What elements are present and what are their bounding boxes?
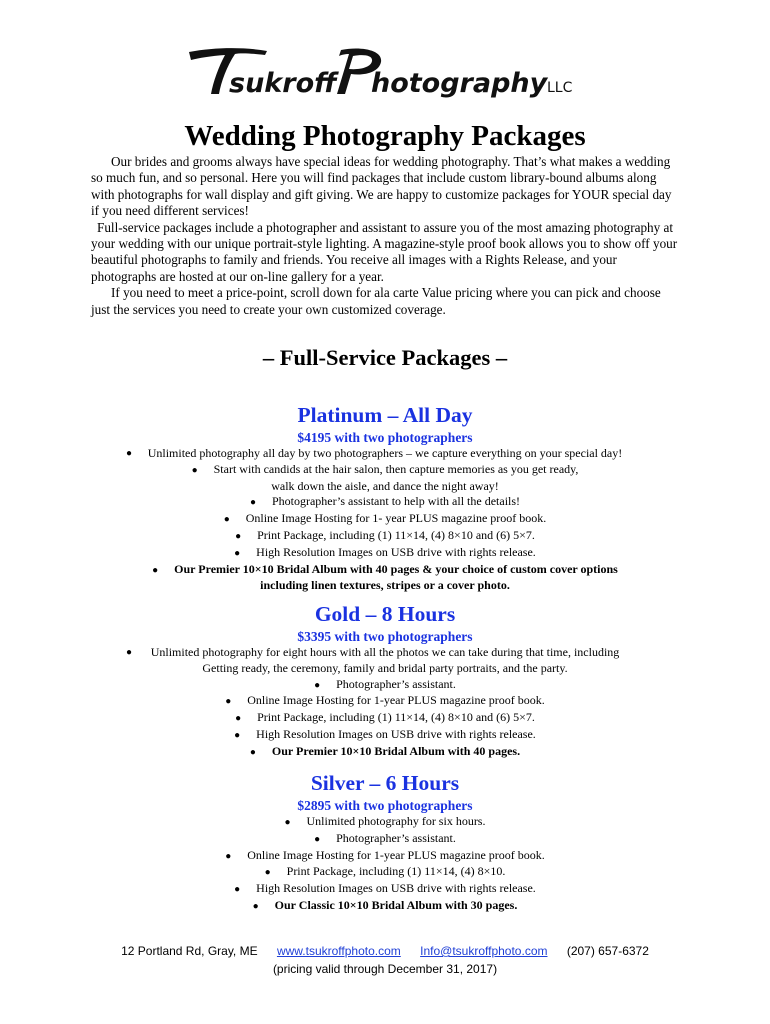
feature-item: ● Our Classic 10×10 Bridal Album with 30 pages.: [0, 898, 770, 915]
bullet-icon: ●: [126, 647, 133, 658]
bullet-icon: ●: [152, 564, 159, 576]
bullet-icon: ●: [234, 729, 241, 741]
bullet-icon: ●: [191, 464, 198, 476]
email-link[interactable]: Info@tsukroffphoto.com: [420, 944, 548, 958]
feature-item: ● Our Premier 10×10 Bridal Album with 40 pages.: [0, 744, 770, 761]
feature-item: ● Online Image Hosting for 1-year PLUS magazine proof book.: [0, 848, 770, 865]
footer: [0, 942, 770, 978]
bullet-icon: ●: [234, 547, 241, 559]
package-price: $3395 with two photographers: [297, 629, 473, 644]
svg-text:hotography: hotography: [371, 68, 548, 99]
bullet-icon: ●: [126, 448, 133, 459]
bullet-icon: ●: [234, 884, 241, 896]
feature-item: ● Online Image Hosting for 1-year PLUS magazine proof book.: [0, 693, 770, 710]
bullet-icon: ●: [252, 900, 259, 912]
contact-line: [0, 942, 770, 960]
intro-paragraph: Our brides and grooms always have special ideas for wedding photography. That’s what makes a wedding so much fun, and so personal. Here you will find packages that include custom library-bound albums along with photographs for wall display and gift giving. We are happy to customize packages for YOUR special day if you need different services!: [91, 154, 672, 219]
package-name: Silver – 6 Hours: [310, 771, 460, 795]
logo-wordmark: [185, 44, 585, 100]
feature-item: ● Print Package, including (1) 11×14, (4) 8×10.: [0, 864, 770, 881]
bullet-icon: ●: [284, 817, 291, 828]
intro-paragraph: If you need to meet a price-point, scroll down for ala carte Value pricing where you can pick and choose just the services you need to create your own customized coverage.: [91, 285, 661, 317]
feature-item: ● Unlimited photography for six hours.: [0, 814, 770, 831]
feature-item: ● Photographer’s assistant to help with all the details!: [0, 494, 770, 511]
feature-item: ● Print Package, including (1) 11×14, (4) 8×10 and (6) 5×7.: [0, 528, 770, 545]
bullet-icon: ●: [249, 497, 256, 509]
svg-text:sukroff: sukroff: [229, 68, 337, 99]
intro-text: [91, 154, 681, 318]
bullet-icon: ●: [264, 867, 271, 879]
address: 12 Portland Rd, Gray, ME: [121, 944, 258, 958]
bullet-icon: ●: [235, 530, 242, 542]
feature-item: ● High Resolution Images on USB drive with rights release.: [0, 727, 770, 744]
feature-item-continued: including linen textures, stripes or a cover photo.: [260, 578, 510, 593]
package-platinum: [0, 401, 770, 594]
feature-item: ● Photographer’s assistant.: [0, 677, 770, 694]
feature-item: ● Photographer’s assistant.: [0, 831, 770, 848]
bullet-icon: ●: [249, 746, 256, 758]
feature-item: ● Online Image Hosting for 1- year PLUS magazine proof book.: [0, 511, 770, 528]
feature-item: ● Unlimited photography all day by two photographers – we capture everything on your special day!: [126, 446, 623, 460]
bullet-icon: ●: [235, 713, 242, 725]
pricing-validity: (pricing valid through December 31, 2017): [272, 962, 498, 976]
feature-item: ● High Resolution Images on USB drive with rights release.: [0, 545, 770, 562]
package-features: [0, 645, 770, 761]
bullet-icon: ●: [225, 696, 232, 708]
svg-text:LLC: LLC: [547, 80, 573, 96]
phone-number: (207) 657-6372: [566, 944, 649, 958]
company-logo: [0, 44, 770, 100]
page-title: Wedding Photography Packages: [184, 120, 586, 152]
package-silver: [0, 769, 770, 915]
feature-item: ● Print Package, including (1) 11×14, (4) 8×10 and (6) 5×7.: [0, 710, 770, 727]
package-name: Gold – 8 Hours: [314, 602, 456, 626]
bullet-icon: ●: [225, 850, 232, 862]
feature-item: ● Unlimited photography for eight hours with all the photos we can take during that time, including: [126, 645, 620, 659]
feature-item-continued: Getting ready, the ceremony, family and bridal party portraits, and the party.: [202, 660, 568, 675]
feature-item: ● Our Premier 10×10 Bridal Album with 40 pages & your choice of custom cover options: [0, 562, 770, 579]
package-gold: [0, 600, 770, 761]
feature-item: ● High Resolution Images on USB drive with rights release.: [0, 881, 770, 898]
website-link[interactable]: www.tsukroffphoto.com: [276, 944, 401, 958]
bullet-icon: ●: [223, 514, 230, 526]
package-price: $2895 with two photographers: [297, 798, 473, 813]
feature-item-continued: walk down the aisle, and dance the night away!: [271, 478, 499, 493]
bullet-icon: ●: [314, 833, 321, 845]
intro-paragraph: Full-service packages include a photographer and assistant to assure you of the most amazing photography at your wedding with our unique portrait-style lighting. A magazine-style proof book allows you to show off your beautiful photographs to family and friends. You receive all images with a Rights Release, and your photographs are hosted at our on-line gallery for a year.: [91, 219, 678, 284]
package-features: [0, 814, 770, 915]
section-title: – Full-Service Packages –: [262, 345, 508, 370]
bullet-icon: ●: [314, 679, 321, 691]
package-price: $4195 with two photographers: [297, 430, 473, 445]
package-name: Platinum – All Day: [297, 403, 473, 427]
feature-item: ● Start with candids at the hair salon, then capture memories as you get ready,: [0, 462, 770, 479]
package-features: [0, 446, 770, 594]
